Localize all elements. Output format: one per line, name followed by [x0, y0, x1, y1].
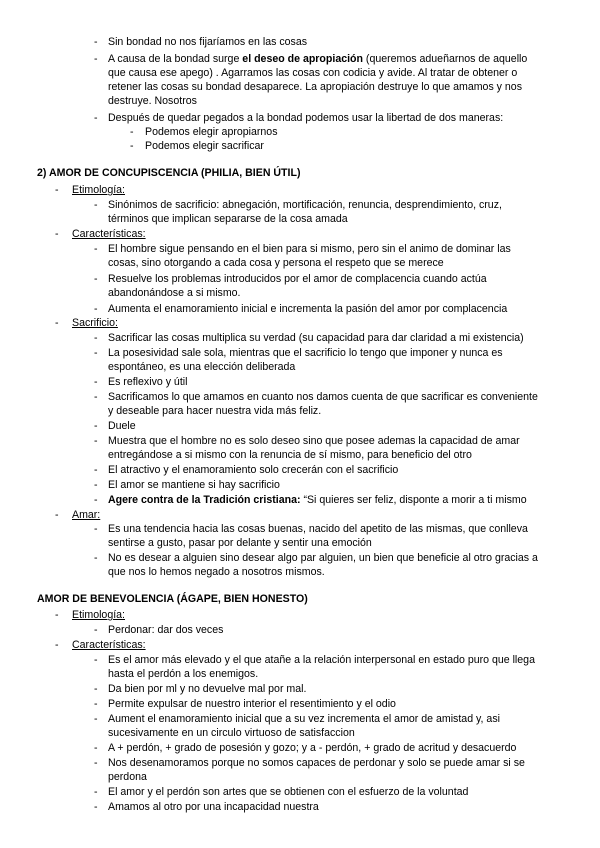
sub-list-item: Podemos elegir sacrificar	[145, 140, 264, 152]
list-item: El amor se mantiene si hay sacrificio	[108, 479, 280, 491]
bullet-dash: -	[94, 654, 98, 666]
list-item-continuation: y deseable para hacer nuestra vida más feliz.	[108, 405, 322, 417]
bullet-dash: -	[94, 53, 98, 65]
list-item: Aumenta el enamoramiento inicial e incrementa la pasión del amor por complacencia	[108, 303, 508, 315]
bullet-dash: -	[94, 742, 98, 754]
subheading: Características:	[72, 639, 146, 651]
bullet-dash: -	[55, 609, 59, 621]
list-item: Resuelve los problemas introducidos por el amor de complacencia cuando actúa	[108, 273, 487, 285]
list-item-continuation: que causa ese apego) . Agarramos las cosas con codicia y avide. Al tratar de obtener o	[108, 67, 518, 79]
bullet-dash: -	[55, 639, 59, 651]
bullet-dash: -	[94, 112, 98, 124]
bullet-dash: -	[55, 317, 59, 329]
bullet-dash: -	[94, 243, 98, 255]
bullet-dash: -	[94, 199, 98, 211]
list-item-continuation: sucesivamente en un circulo virtuoso de satisfaccion	[108, 727, 355, 739]
subheading: Sacrificio:	[72, 317, 118, 329]
bullet-dash: -	[55, 228, 59, 240]
list-item: A + perdón, + grado de posesión y gozo; y a - perdón, + grado de acritud y desacuerdo	[108, 742, 517, 754]
list-item: Da bien por ml y no devuelve mal por mal.	[108, 683, 307, 695]
bullet-dash: -	[94, 435, 98, 447]
bullet-dash: -	[130, 126, 134, 138]
list-item: Sacrificamos lo que amamos en cuanto nos damos cuenta de que sacrificar es conveniente	[108, 391, 538, 403]
bullet-dash: -	[94, 391, 98, 403]
bullet-dash: -	[94, 273, 98, 285]
bullet-dash: -	[94, 713, 98, 725]
list-item-continuation: retener las cosas su bondad desaparece. La apropiación destruye lo que amamos y nos	[108, 81, 522, 93]
list-item: Sinónimos de sacrificio: abnegación, mortificación, renuncia, desprendimiento, cruz,	[108, 199, 502, 211]
bullet-dash: -	[94, 36, 98, 48]
bullet-dash: -	[94, 552, 98, 564]
subheading: Etimología:	[72, 184, 125, 196]
list-item: El amor y el perdón son artes que se obtienen con el esfuerzo de la voluntad	[108, 786, 469, 798]
list-item: Es el amor más elevado y el que atañe a la relación interpersonal en estado puro que llega	[108, 654, 535, 666]
subheading: Características:	[72, 228, 146, 240]
bullet-dash: -	[94, 303, 98, 315]
list-item: Sin bondad no nos fijaríamos en las cosas	[108, 36, 308, 48]
bullet-dash: -	[94, 494, 98, 506]
list-item-continuation: hasta el perdón a los enemigos.	[108, 668, 259, 680]
list-item-continuation: que nos lo hemos negado a nosotros mismos.	[108, 566, 325, 578]
list-item: Agere contra de la Tradición cristiana: “Si quieres ser feliz, disponte a morir a ti mismo	[108, 494, 527, 506]
bullet-dash: -	[130, 140, 134, 152]
bullet-dash: -	[55, 184, 59, 196]
list-item: El atractivo y el enamoramiento solo crecerán con el sacrificio	[108, 464, 399, 476]
bullet-dash: -	[94, 698, 98, 710]
list-item: Perdonar: dar dos veces	[108, 624, 224, 636]
bullet-dash: -	[94, 801, 98, 813]
list-item: Es reflexivo y útil	[108, 376, 188, 388]
bullet-dash: -	[94, 347, 98, 359]
list-item: La posesividad sale sola, mientras que el sacrificio lo tengo que imponer y nunca es	[108, 347, 503, 359]
list-item: Amamos al otro por una incapacidad nuestra	[108, 801, 319, 813]
subheading: Amar:	[72, 509, 101, 521]
list-item: No es desear a alguien sino desear algo par alguien, un bien que beneficie al otro gracias a	[108, 552, 538, 564]
list-item: A causa de la bondad surge el deseo de apropiación (queremos adueñarnos de aquello	[108, 53, 528, 65]
bullet-dash: -	[94, 624, 98, 636]
bullet-dash: -	[94, 479, 98, 491]
list-item-continuation: términos que implican separarse de la cosa amada	[108, 213, 348, 225]
bullet-dash: -	[94, 786, 98, 798]
section-heading: AMOR DE BENEVOLENCIA (ÁGAPE, BIEN HONESTO)	[37, 593, 308, 605]
list-item: El hombre sigue pensando en el bien para si mismo, pero sin el animo de dominar las	[108, 243, 511, 255]
list-item-continuation: destruye. Nosotros	[108, 95, 197, 107]
list-item: Es una tendencia hacia las cosas buenas, nacido del apetito de las mismas, que conlleva	[108, 523, 528, 535]
list-item: Nos desenamoramos porque no somos capaces de perdonar y solo se puede amar si se	[108, 757, 525, 769]
subheading: Etimología:	[72, 609, 125, 621]
list-item: Después de quedar pegados a la bondad podemos usar la libertad de dos maneras:	[108, 112, 504, 124]
bullet-dash: -	[94, 757, 98, 769]
list-item-continuation: entregándose a si mismo con la renuncia de sí mismo, para beneficio del otro	[108, 449, 472, 461]
bold-term: Agere contra de la Tradición cristiana:	[108, 494, 301, 506]
sub-list-item: Podemos elegir apropiarnos	[145, 126, 278, 138]
bullet-dash: -	[55, 509, 59, 521]
list-item: Aument el enamoramiento inicial que a su vez incrementa el amor de amistad y, asi	[108, 713, 500, 725]
list-item: Duele	[108, 420, 136, 432]
list-item: Muestra que el hombre no es solo deseo sino que posee ademas la capacidad de amar	[108, 435, 520, 447]
bullet-dash: -	[94, 376, 98, 388]
list-item-continuation: abandonándose a si mismo.	[108, 287, 241, 299]
bullet-dash: -	[94, 332, 98, 344]
list-item-continuation: sentirse a gusto, pasar por delante y sentir una emoción	[108, 537, 372, 549]
list-item: Permite expulsar de nuestro interior el resentimiento y el odio	[108, 698, 396, 710]
bullet-dash: -	[94, 683, 98, 695]
list-item-continuation: cosas, sino otorgando a cada cosa y persona el respeto que se merece	[108, 257, 444, 269]
list-item-continuation: espontáneo, es una elección deliberada	[108, 361, 296, 373]
list-item: Sacrificar las cosas multiplica su verdad (su capacidad para dar claridad a mi existencia)	[108, 332, 524, 344]
bullet-dash: -	[94, 420, 98, 432]
bold-term: el deseo de apropiación	[242, 53, 363, 65]
bullet-dash: -	[94, 464, 98, 476]
bullet-dash: -	[94, 523, 98, 535]
list-item-continuation: perdona	[108, 771, 147, 783]
section-heading: 2) AMOR DE CONCUPISCENCIA (PHILIA, BIEN ÚTIL)	[37, 167, 301, 179]
